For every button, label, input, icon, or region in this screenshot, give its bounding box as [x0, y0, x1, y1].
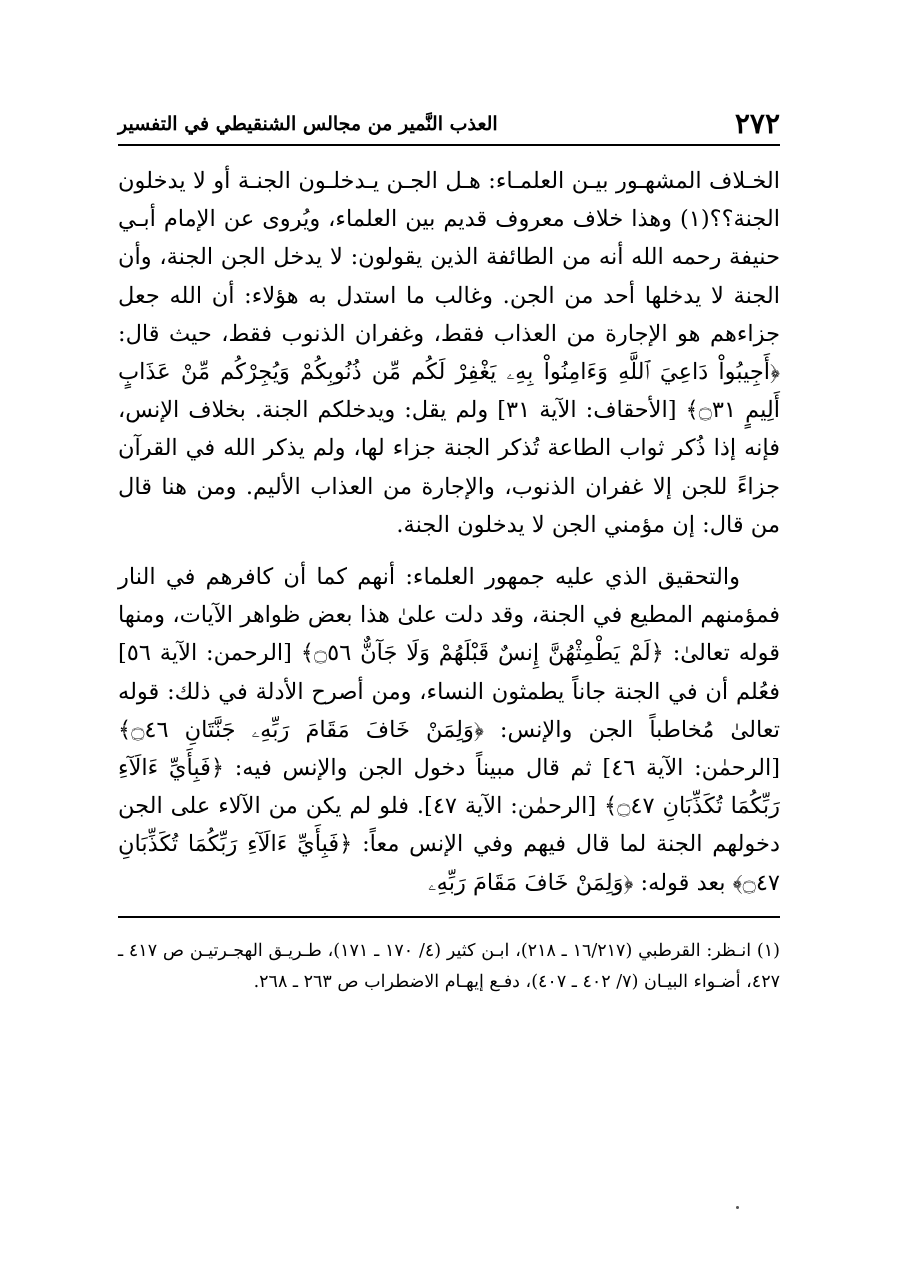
scan-speck — [736, 1206, 739, 1209]
page-number: ٢٧٢ — [734, 107, 780, 140]
footnote-1: (١) انـظر: القرطبي (١٦/٢١٧ ـ ٢١٨)، ابـن كثير (٤/ ١٧٠ ـ ١٧١)، طـريـق الهجـرتيـن ص ٤١٧ ـ ٤٢٧، أضـواء البيـان (٧/ ٤٠٢ ـ ٤٠٧)، دفـع إيهـام الاضطراب ص ٢٦٣ ـ ٢٦٨. — [118, 940, 780, 992]
running-header — [118, 100, 780, 146]
book-title: العذب النَّمير من مجالس الشنقيطي في التفسير — [118, 113, 498, 135]
book-page — [118, 100, 780, 998]
paragraph-1: الخـلاف المشهـور بيـن العلمـاء: هـل الجـن يـدخلـون الجنـة أو لا يدخلون الجنة؟؟(١) وهذا خلاف معروف قديم بين العلماء، ويُروى عن الإمام أبـي حنيفة رحمه الله أنه من الطائفة الذين يقولون: لا يدخل الجن الجنة، وأن الجنة لا يدخلها أحد من الجن. وغالب ما استدل به هؤلاء: أن الله جعل جزاءهم هو الإجارة من العذاب فقط، وغفران الذنوب فقط، حيث قال: ﴿أَجِيبُواْ دَاعِيَ ٱللَّهِ وَءَامِنُواْ بِهِۦ يَغْفِرْ لَكُم مِّن ذُنُوبِكُمْ وَيُجِرْكُم مِّنْ عَذَابٍ أَلِيمٍ ۝٣١﴾ [الأحقاف: الآية ٣١] ولم يقل: ويدخلكم الجنة. بخلاف الإنس، فإنه إذا ذُكر ثواب الطاعة تُذكر الجنة جزاء لها، ولم يذكر الله في القرآن جزاءً للجن إلا غفران الذنوب، والإجارة من العذاب الأليم. ومن هنا قال من قال: إن مؤمني الجن لا يدخلون الجنة. — [118, 168, 780, 538]
footnotes — [118, 936, 780, 998]
paragraph-2: والتحقيق الذي عليه جمهور العلماء: أنهم كما أن كافرهم في النار فمؤمنهم المطيع في الجنة، وقد دلت علىٰ هذا بعض ظواهر الآيات، ومنها قوله تعالىٰ: ﴿لَمْ يَطْمِثْهُنَّ إِنسٌ قَبْلَهُمْ وَلَا جَآنٌّ ۝٥٦﴾ [الرحمن: الآية ٥٦] فعُلم أن في الجنة جاناً يطمثون النساء، ومن أصرح الأدلة في ذلك: قوله تعالىٰ مُخاطباً الجن والإنس: ﴿وَلِمَنْ خَافَ مَقَامَ رَبِّهِۦ جَنَّتَانِ ۝٤٦﴾ [الرحمٰن: الآية ٤٦] ثم قال مبيناً دخول الجن والإنس فيه: ﴿فَبِأَيِّ ءَالَآءِ رَبِّكُمَا تُكَذِّبَانِ ۝٤٧﴾ [الرحمٰن: الآية ٤٧]. فلو لم يكن من الآلاء على الجن دخولهم الجنة لما قال فيهم وفي الإنس معاً: ﴿فَبِأَيِّ ءَالَآءِ رَبِّكُمَا تُكَذِّبَانِ ۝٤٧﴾ بعد قوله: ﴿وَلِمَنْ خَافَ مَقَامَ رَبِّهِۦ — [118, 564, 780, 896]
footnote-separator — [118, 916, 780, 918]
main-text — [118, 162, 780, 902]
